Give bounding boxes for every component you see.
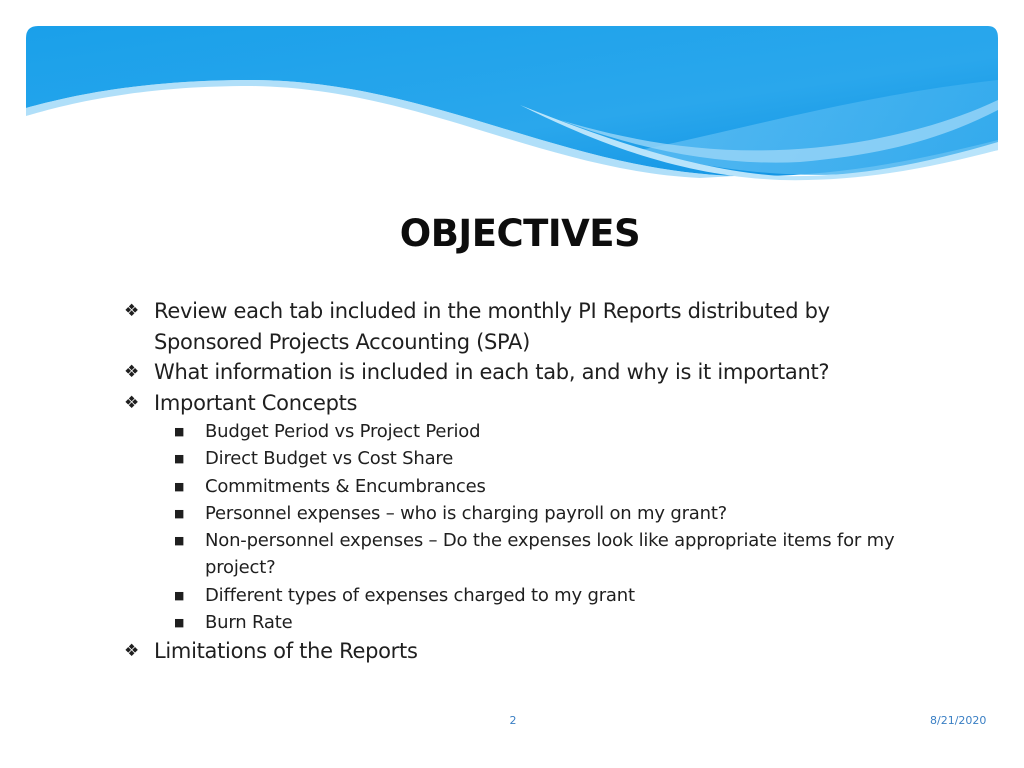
sub-bullet-text: Burn Rate — [205, 612, 293, 634]
sub-bullet-text: Different types of expenses charged to my grant — [205, 584, 635, 606]
sub-bullet-item — [124, 582, 944, 609]
sub-bullet-item — [124, 473, 944, 500]
page-number: 2 — [509, 714, 517, 727]
sub-bullet-item — [124, 445, 944, 472]
bullet-item — [124, 388, 944, 419]
sub-bullet-text: Direct Budget vs Cost Share — [205, 448, 454, 470]
bullet-text: What information is included in each tab, and why is it important? — [154, 360, 830, 384]
bullet-text: Important Concepts — [154, 390, 358, 415]
sub-bullet-item — [124, 609, 944, 636]
bullet-item — [124, 296, 944, 357]
sub-bullet-item — [124, 527, 944, 582]
diamond-bullet-icon: ❖ — [124, 641, 139, 662]
sub-bullet-item — [124, 418, 944, 445]
bullet-text: Review each tab included in the monthly PI Reports distributed by Sponsored Projects Accounting (SPA) — [154, 299, 830, 354]
square-bullet-icon: ■ — [174, 588, 185, 602]
square-bullet-icon: ■ — [174, 479, 185, 493]
square-bullet-icon: ■ — [174, 506, 185, 520]
diamond-bullet-icon: ❖ — [124, 362, 139, 382]
bullet-item — [124, 357, 944, 388]
diamond-bullet-icon: ❖ — [124, 392, 139, 413]
diamond-bullet-icon: ❖ — [124, 301, 139, 321]
bullet-text: Limitations of the Reports — [154, 639, 418, 664]
sub-bullet-text: Commitments & Encumbrances — [205, 475, 486, 497]
sub-bullet-text: Budget Period vs Project Period — [205, 421, 481, 442]
square-bullet-icon: ■ — [174, 616, 185, 630]
slide-date: 8/21/2020 — [930, 714, 987, 727]
header-wave-banner — [0, 0, 1024, 200]
sub-bullet-text: Non-personnel expenses – Do the expenses look like appropriate items for my project? — [205, 530, 895, 579]
square-bullet-icon: ■ — [174, 452, 185, 466]
bullet-item — [124, 636, 944, 667]
slide-title: OBJECTIVES — [399, 212, 641, 255]
sub-bullet-item — [124, 500, 944, 527]
square-bullet-icon: ■ — [174, 425, 185, 438]
square-bullet-icon: ■ — [174, 534, 185, 548]
bullet-list — [124, 296, 944, 667]
sub-bullet-text: Personnel expenses – who is charging payroll on my grant? — [205, 502, 728, 524]
